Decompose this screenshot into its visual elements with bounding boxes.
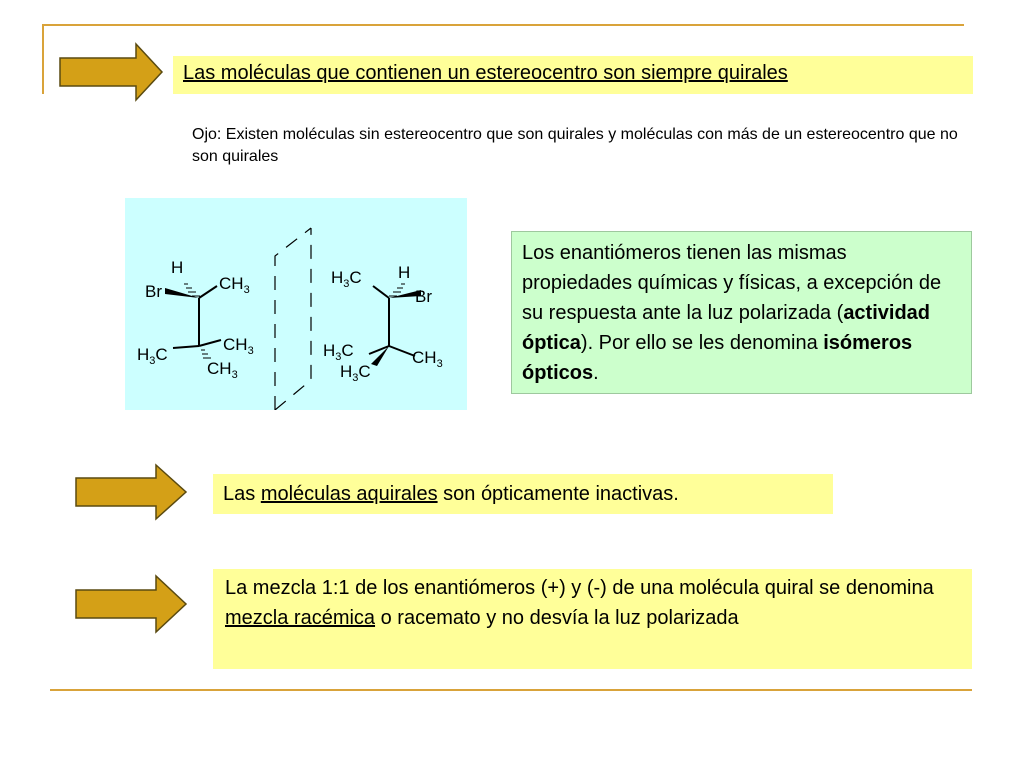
arrow-right-icon <box>74 574 188 634</box>
left-ch3-mid-label: $CH_3$ <box>223 335 254 357</box>
right-h3c-top-label: $H_3C$ <box>331 268 362 290</box>
right-ch3-label: $CH_3$ <box>412 348 443 370</box>
left-ch3-top-label: $CH_3$ <box>219 274 250 296</box>
right-h3c-mid-label: $H_3C$ <box>323 341 354 363</box>
left-h3c-label: $H_3C$ <box>137 345 168 367</box>
right-h3c-bot-label: $H_3C$ <box>340 362 371 384</box>
racemic-pre: La mezcla 1:1 de los enantiómeros (+) y (-) de una molécula quiral se denomina <box>225 577 934 599</box>
note-text: Ojo: Existen moléculas sin estereocentro que son quirales y moléculas con más de un estereocentro que no son quirales <box>192 126 958 165</box>
achiral-statement-box <box>213 474 833 514</box>
arrow-right-icon <box>58 42 164 102</box>
enantiomers-info-box <box>511 231 972 394</box>
enantiomers-molecule-figure <box>125 198 467 410</box>
racemic-post: o racemato y no desvía la luz polarizada <box>375 607 739 629</box>
info-bold-optical-isomers: isómeros ópticos <box>522 332 913 384</box>
right-br-label: Br <box>415 287 432 306</box>
left-br-label: Br <box>145 282 162 301</box>
arrow-right-icon <box>74 463 188 521</box>
info-part3: . <box>593 362 599 384</box>
racemic-statement-box <box>213 569 972 669</box>
right-h-label: H <box>398 263 411 282</box>
left-ch3-bot-label: $CH_3$ <box>207 359 238 381</box>
info-bold-optical-activity: actividad óptica <box>522 302 931 354</box>
chiral-statement-text: Las moléculas que contienen un estereocentro son siempre quirales <box>183 62 788 84</box>
left-rule <box>42 24 44 94</box>
top-rule <box>42 24 964 26</box>
info-part1: Los enantiómeros tienen las mismas propiedades químicas y físicas, a excepción de su respuesta ante la luz polarizada ( <box>522 242 942 324</box>
achiral-link: moléculas aquirales <box>260 483 438 505</box>
racemic-link: mezcla racémica <box>225 607 376 629</box>
info-part2: ). Por ello se les denomina <box>580 332 824 354</box>
chiral-statement-box <box>173 56 973 94</box>
achiral-post: son ópticamente inactivas. <box>437 483 679 505</box>
bottom-rule <box>50 689 972 691</box>
left-h-label: H <box>171 258 184 277</box>
achiral-pre: Las <box>223 483 261 505</box>
